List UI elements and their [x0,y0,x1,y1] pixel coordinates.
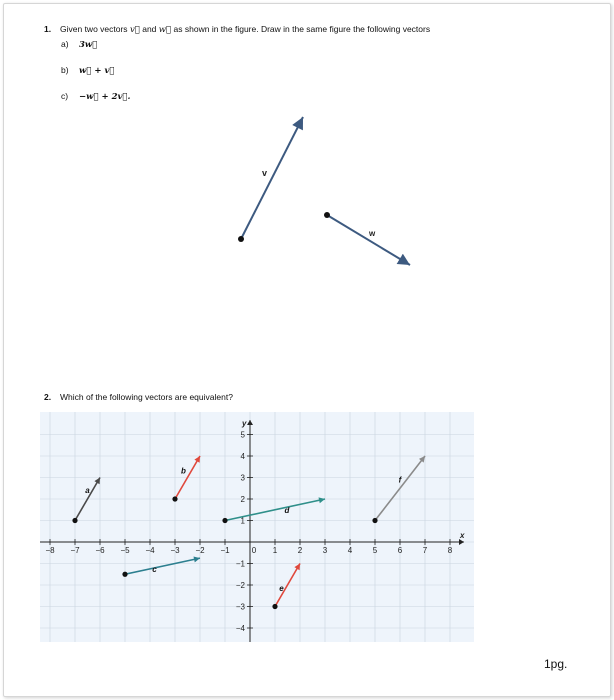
vector-c-tail [122,572,127,577]
x-tick-label: 7 [422,546,428,555]
question-1-prefix: Given two vectors [60,24,128,34]
page-footer: 1pg. [544,657,568,671]
question-2-number: 2. [44,392,52,402]
x-tick-label: −6 [95,546,105,555]
vector-e-tail [272,604,277,609]
question-1-number: 1. [44,24,52,34]
option-c-expr: −w⃗ + 2v⃗. [79,92,131,102]
vector-b-label: b [181,466,186,476]
x-tick-label: −2 [195,546,205,555]
x-axis-label: x [460,531,465,540]
vector-a-tail [72,518,77,523]
question-1-and: and [142,24,157,34]
vector-figure [0,0,614,300]
y-tick-label: 4 [240,452,245,461]
vector-d-label: d [284,505,290,515]
vector-w-tail [324,212,330,218]
x-tick-label: 4 [347,546,353,555]
vector-w [327,215,410,265]
y-tick-label: −3 [235,602,245,612]
option-a-expr: 3w⃗ [79,40,98,50]
question-2-prompt: Which of the following vectors are equivalent? [60,392,233,402]
option-b-expr: w⃗ + v⃗ [79,66,115,76]
x-tick-label: 2 [297,546,303,555]
x-tick-label: 5 [372,546,378,555]
x-tick-label: −5 [120,546,130,555]
x-tick-label: −3 [170,546,180,555]
y-tick-label: 5 [240,430,245,440]
vectors-coordinate-plot [40,412,474,642]
x-tick-label: 6 [397,546,403,555]
option-a-label: a) [61,39,69,49]
vector-f-label: f [398,475,402,485]
vector-v-tail [238,236,244,242]
vector-d-tail [222,518,227,523]
x-tick-label: −1 [220,546,230,555]
vector-v-symbol: v⃗ [129,25,140,35]
y-tick-label: −2 [235,581,245,590]
y-tick-label: −1 [235,559,245,569]
vector-b-tail [172,496,177,501]
x-tick-label: −4 [145,546,155,555]
x-tick-label: 0 [251,546,257,555]
x-tick-label: −8 [45,546,55,555]
x-tick-label: 3 [322,546,328,555]
y-tick-label: 1 [240,516,245,526]
x-tick-label: 8 [447,546,453,555]
plot-background [40,412,474,642]
vector-w-symbol: w⃗ [158,25,172,35]
vector-c-label: c [152,565,157,575]
question-2-text [44,392,233,403]
y-tick-label: −4 [235,624,245,633]
y-tick-label: 3 [240,473,245,483]
vector-f-tail [372,518,377,523]
option-b-label: b) [61,65,69,75]
y-tick-label: 2 [240,495,245,504]
vector-w-label: w [369,229,376,238]
vector-v [241,117,303,239]
x-tick-label: 1 [272,546,278,555]
vector-e-label: e [279,584,284,593]
x-tick-label: −7 [70,546,80,555]
vector-a-label: a [85,486,90,495]
option-c-label: c) [61,91,69,101]
question-1-suffix: as shown in the figure. Draw in the same figure the following vectors [173,24,431,34]
y-axis-label: y [242,419,247,428]
vector-v-label: v [262,168,268,178]
